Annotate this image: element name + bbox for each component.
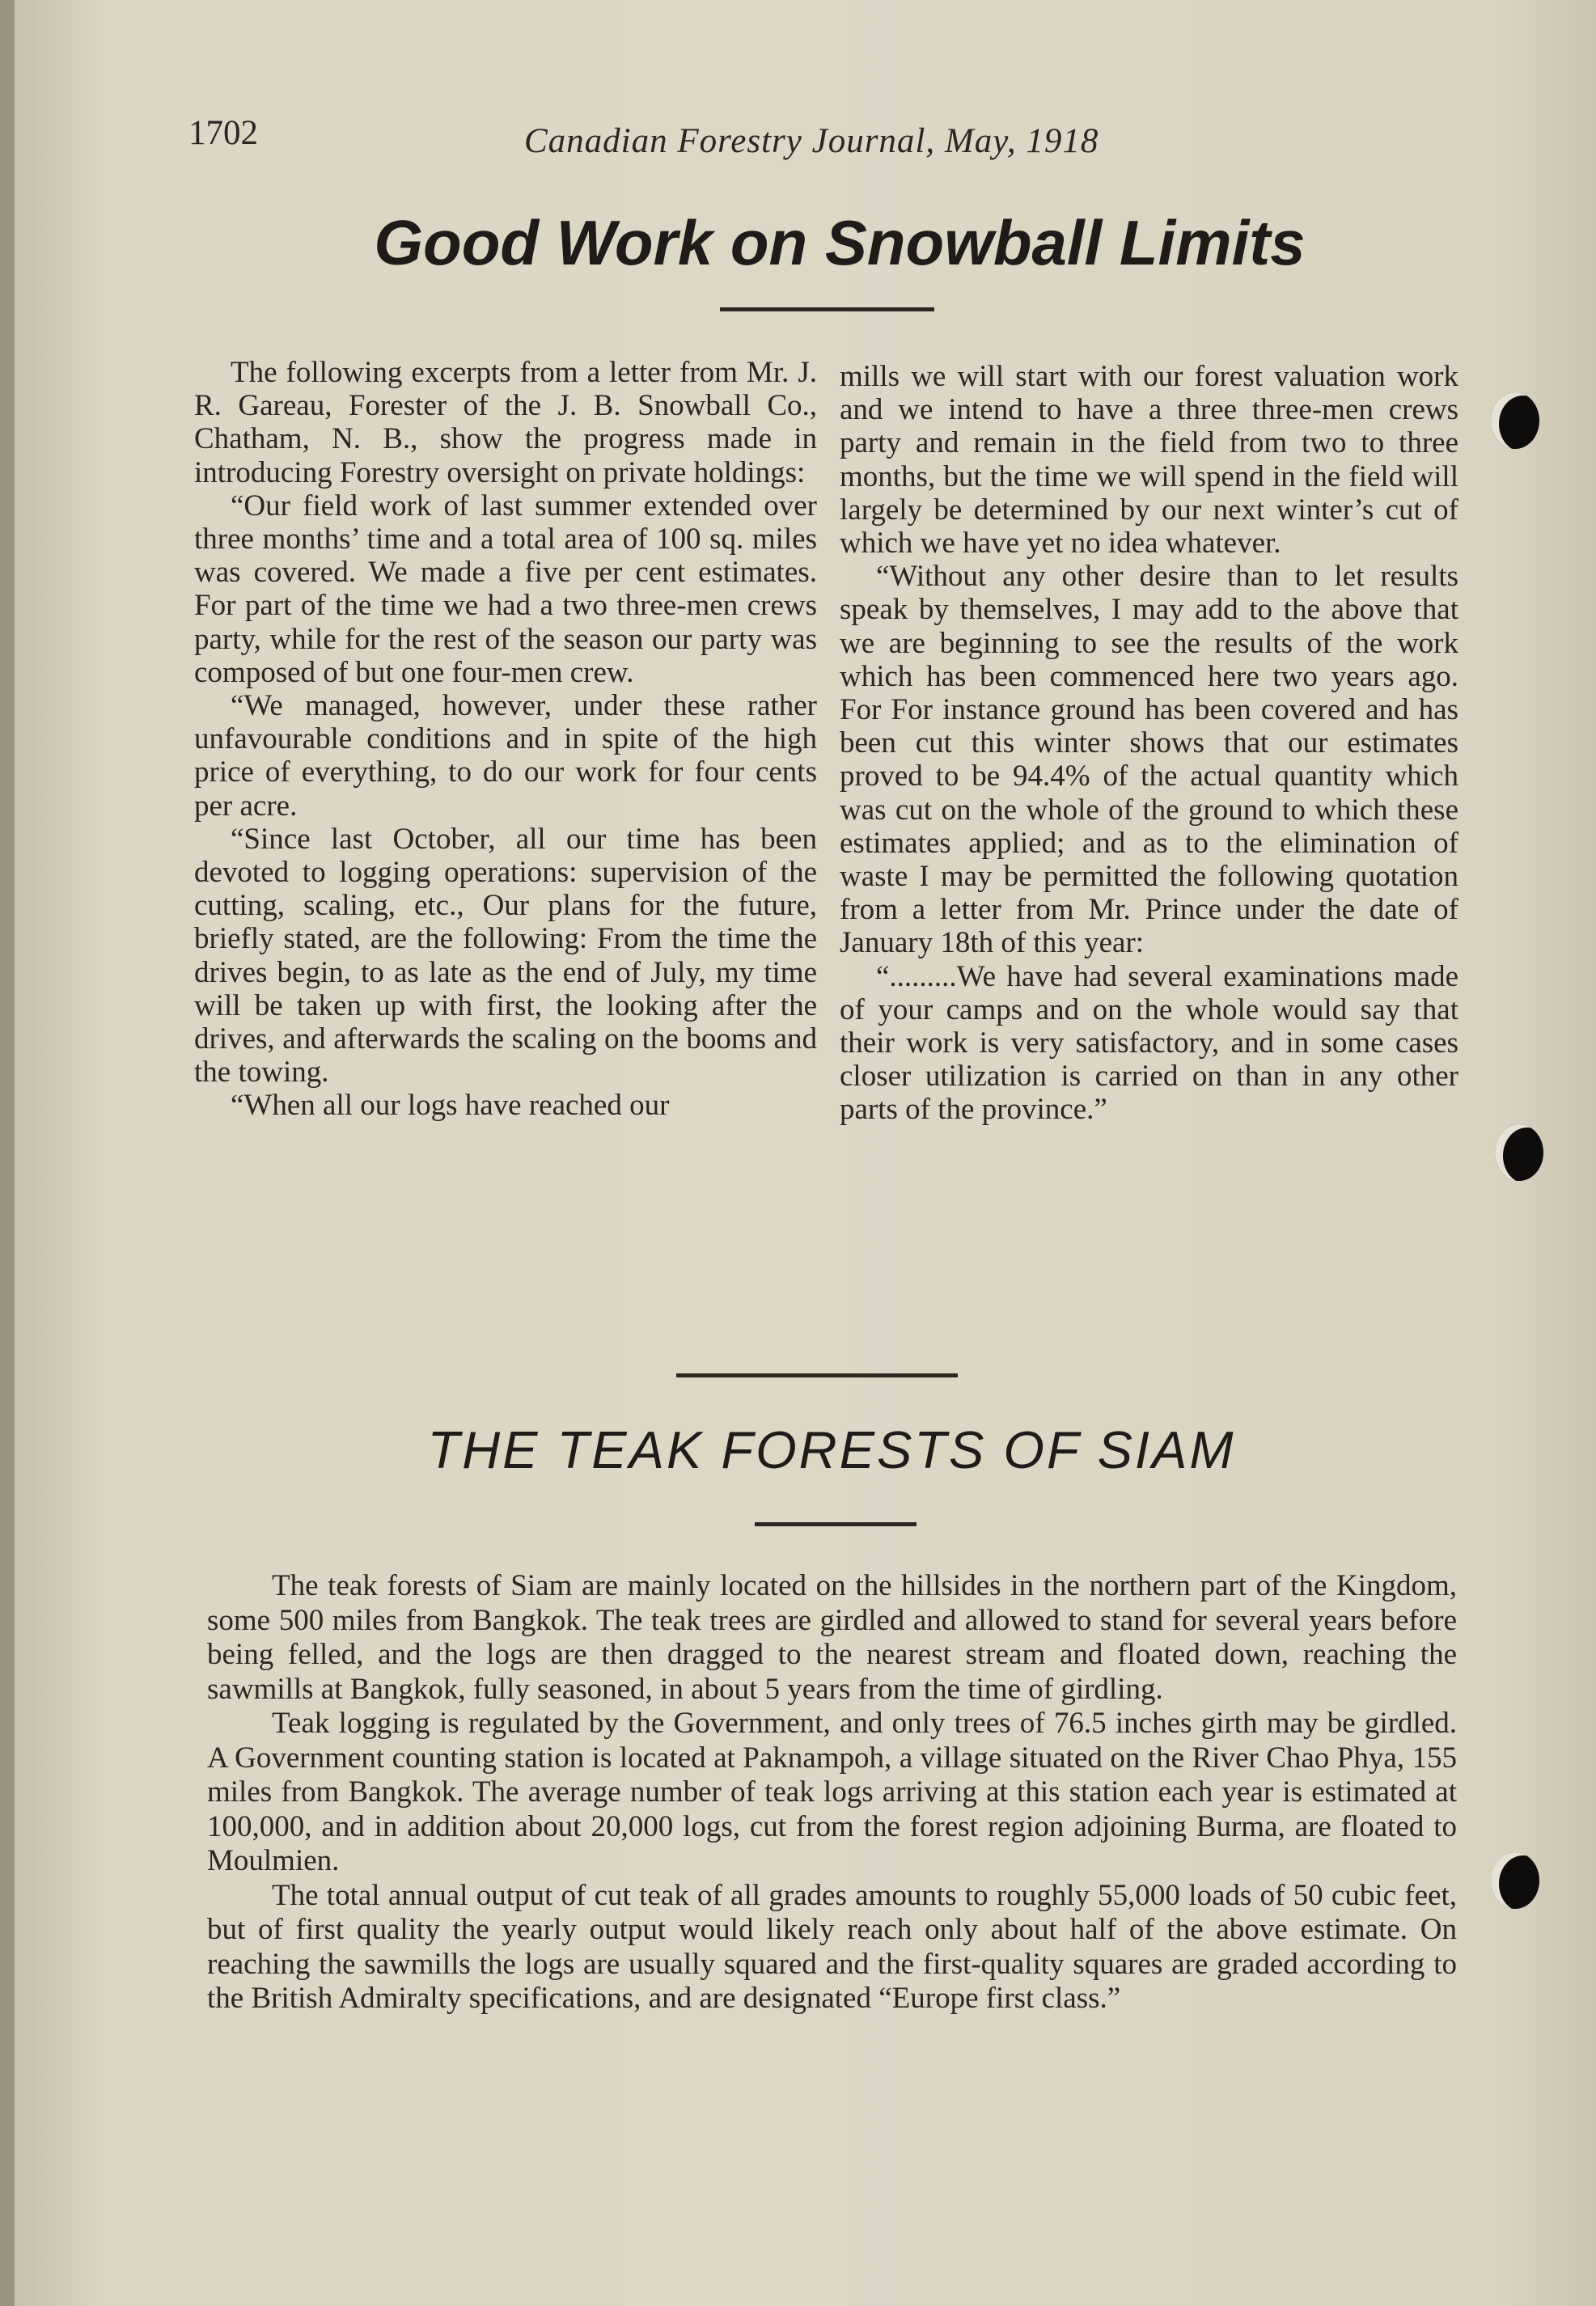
paragraph: Teak logging is regulated by the Government, and only trees of 76.5 inches girth may be girdled. A Government counting station is located at Paknampoh, a village situated on the River Chao Phya, 155 miles from Bangkok. The average number of teak logs arriving at this station each year is estimated at 100,000, and in addition about 20,000 logs, cut from the forest region adjoining Burma, are floated to Moulmien.	[207, 1707, 1457, 1877]
paragraph: “Since last October, all our time has been devoted to logging operations: supervision of the cutting, scaling, etc., Our plans for the future, briefly stated, are the following: From the time the drives begin, to as late as the end of July, my time will be taken up with first, the looking after the drives, and afterwards the scaling on the booms and the towing.	[194, 822, 817, 1090]
paragraph: “Our field work of last summer extended over three months’ time and a total area of 100 sq. miles was covered. We made a five per cent estimates. For part of the time we had a two three-men crews party, while for the rest of the season our party was composed of but one four-men crew.	[194, 489, 817, 689]
left-column	[194, 356, 817, 1123]
paragraph: The following excerpts from a letter from Mr. J. R. Gareau, Forester of the J. B. Snowball Co., Chatham, N. B., show the progress made in introducing Forestry oversight on private holdings:	[194, 356, 817, 489]
paragraph: “Without any other desire than to let results speak by themselves, I may add to the above that we are beginning to see the results of the work which has been commenced here two years ago. For For instance ground has been covered and has been cut this winter shows that our estimates proved to be 94.4% of the actual quantity which was cut on the whole of the ground to which these estimates applied; and as to the elimination of waste I may be permitted the following quotation from a letter from Mr. Prince under the date of January 18th of this year:	[840, 560, 1458, 960]
title-underline	[755, 1522, 917, 1526]
running-header: Canadian Forestry Journal, May, 1918	[524, 122, 1099, 160]
paragraph: “.........We have had several examinations made of your camps and on the whole would say that their work is very satisfactory, and in some cases closer utilization is carried on than in any other parts of the province.”	[840, 959, 1458, 1127]
title-underline	[720, 307, 934, 311]
paragraph: “We managed, however, under these rather unfavourable conditions and in spite of the high price of everything, to do our work for four cents per acre.	[194, 689, 817, 823]
article-title: THE TEAK FORESTS OF SIAM	[427, 1420, 1236, 1479]
punch-hole	[1491, 1852, 1539, 1909]
paragraph: The total annual output of cut teak of all grades amounts to roughly 55,000 loads of 50 cubic feet, but of first quality the yearly output would likely reach only about half of the above estimate. On reaching the sawmills the logs are usually squared and the first-quality squares are graded according to the British Admiralty specifications, and are designated “Europe first class.”	[207, 1878, 1457, 2015]
journal-page	[15, 0, 1596, 2306]
page-number: 1702	[188, 114, 258, 152]
right-column	[840, 360, 1458, 1127]
paragraph: “When all our logs have reached our	[231, 1089, 670, 1123]
punch-hole	[1495, 1124, 1543, 1181]
article-body	[207, 1569, 1457, 2016]
section-divider	[676, 1373, 958, 1377]
punch-hole	[1491, 392, 1539, 449]
paragraph: The teak forests of Siam are mainly located on the hillsides in the northern part of the Kingdom, some 500 miles from Bangkok. The teak trees are girdled and allowed to stand for several years before being felled, and the logs are then dragged to the nearest stream and floated down, reaching the sawmills at Bangkok, fully seasoned, in about 5 years from the time of girdling.	[207, 1569, 1457, 1706]
paragraph: mills we will start with our forest valuation work and we intend to have a three three-men crews party and remain in the field from two to three months, but the time we will spend in the field will largely be determined by our next winter’s cut of which we have yet no idea whatever.	[840, 360, 1458, 561]
page-binding-edge	[0, 0, 15, 2306]
article-title: Good Work on Snowball Limits	[374, 207, 1306, 278]
